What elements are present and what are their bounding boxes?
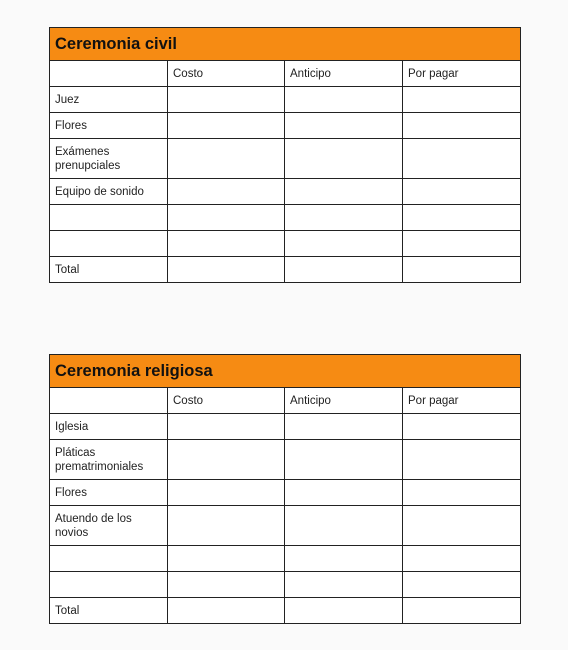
total-advance-cell[interactable] [285, 257, 403, 283]
row-label: Exámenes prenupciales [50, 139, 168, 179]
due-cell[interactable] [403, 231, 521, 257]
table-row [50, 231, 521, 257]
table-row [50, 87, 521, 113]
row-label[interactable] [50, 546, 168, 572]
civil-ceremony-table [49, 27, 521, 283]
due-cell[interactable] [403, 572, 521, 598]
cost-cell[interactable] [168, 440, 285, 480]
table-row [50, 414, 521, 440]
advance-cell[interactable] [285, 440, 403, 480]
cost-cell[interactable] [168, 179, 285, 205]
cost-cell[interactable] [168, 546, 285, 572]
cost-cell[interactable] [168, 205, 285, 231]
advance-cell[interactable] [285, 480, 403, 506]
table-row [50, 506, 521, 546]
religious-table-title: Ceremonia religiosa [50, 355, 521, 388]
due-cell[interactable] [403, 480, 521, 506]
table-row [50, 179, 521, 205]
total-label: Total [50, 257, 168, 283]
civil-header-cost: Costo [168, 61, 285, 87]
advance-cell[interactable] [285, 414, 403, 440]
due-cell[interactable] [403, 414, 521, 440]
cost-cell[interactable] [168, 572, 285, 598]
cost-cell[interactable] [168, 506, 285, 546]
cost-cell[interactable] [168, 113, 285, 139]
advance-cell[interactable] [285, 113, 403, 139]
religious-header-advance: Anticipo [285, 388, 403, 414]
total-advance-cell[interactable] [285, 598, 403, 624]
civil-table-title: Ceremonia civil [50, 28, 521, 61]
religious-header-blank [50, 388, 168, 414]
cost-cell[interactable] [168, 414, 285, 440]
total-cost-cell[interactable] [168, 257, 285, 283]
civil-header-advance: Anticipo [285, 61, 403, 87]
advance-cell[interactable] [285, 506, 403, 546]
row-label: Atuendo de los novios [50, 506, 168, 546]
advance-cell[interactable] [285, 179, 403, 205]
table-row [50, 546, 521, 572]
total-row [50, 598, 521, 624]
cost-cell[interactable] [168, 87, 285, 113]
due-cell[interactable] [403, 440, 521, 480]
row-label: Equipo de sonido [50, 179, 168, 205]
religious-ceremony-table [49, 354, 521, 624]
due-cell[interactable] [403, 205, 521, 231]
due-cell[interactable] [403, 546, 521, 572]
total-label: Total [50, 598, 168, 624]
due-cell[interactable] [403, 87, 521, 113]
due-cell[interactable] [403, 506, 521, 546]
civil-header-due: Por pagar [403, 61, 521, 87]
table-row [50, 205, 521, 231]
religious-header-cost: Costo [168, 388, 285, 414]
total-row [50, 257, 521, 283]
table-row [50, 113, 521, 139]
due-cell[interactable] [403, 113, 521, 139]
cost-cell[interactable] [168, 231, 285, 257]
row-label: Juez [50, 87, 168, 113]
table-row [50, 139, 521, 179]
row-label[interactable] [50, 231, 168, 257]
due-cell[interactable] [403, 139, 521, 179]
table-row [50, 440, 521, 480]
cost-cell[interactable] [168, 139, 285, 179]
row-label: Pláticas prematrimoniales [50, 440, 168, 480]
total-due-cell[interactable] [403, 257, 521, 283]
civil-header-blank [50, 61, 168, 87]
table-row [50, 480, 521, 506]
religious-header-row [50, 388, 521, 414]
row-label: Flores [50, 113, 168, 139]
total-due-cell[interactable] [403, 598, 521, 624]
advance-cell[interactable] [285, 572, 403, 598]
advance-cell[interactable] [285, 231, 403, 257]
row-label: Flores [50, 480, 168, 506]
row-label: Iglesia [50, 414, 168, 440]
advance-cell[interactable] [285, 139, 403, 179]
civil-header-row [50, 61, 521, 87]
cost-cell[interactable] [168, 480, 285, 506]
row-label[interactable] [50, 572, 168, 598]
religious-header-due: Por pagar [403, 388, 521, 414]
advance-cell[interactable] [285, 546, 403, 572]
advance-cell[interactable] [285, 87, 403, 113]
advance-cell[interactable] [285, 205, 403, 231]
total-cost-cell[interactable] [168, 598, 285, 624]
row-label[interactable] [50, 205, 168, 231]
table-row [50, 572, 521, 598]
due-cell[interactable] [403, 179, 521, 205]
